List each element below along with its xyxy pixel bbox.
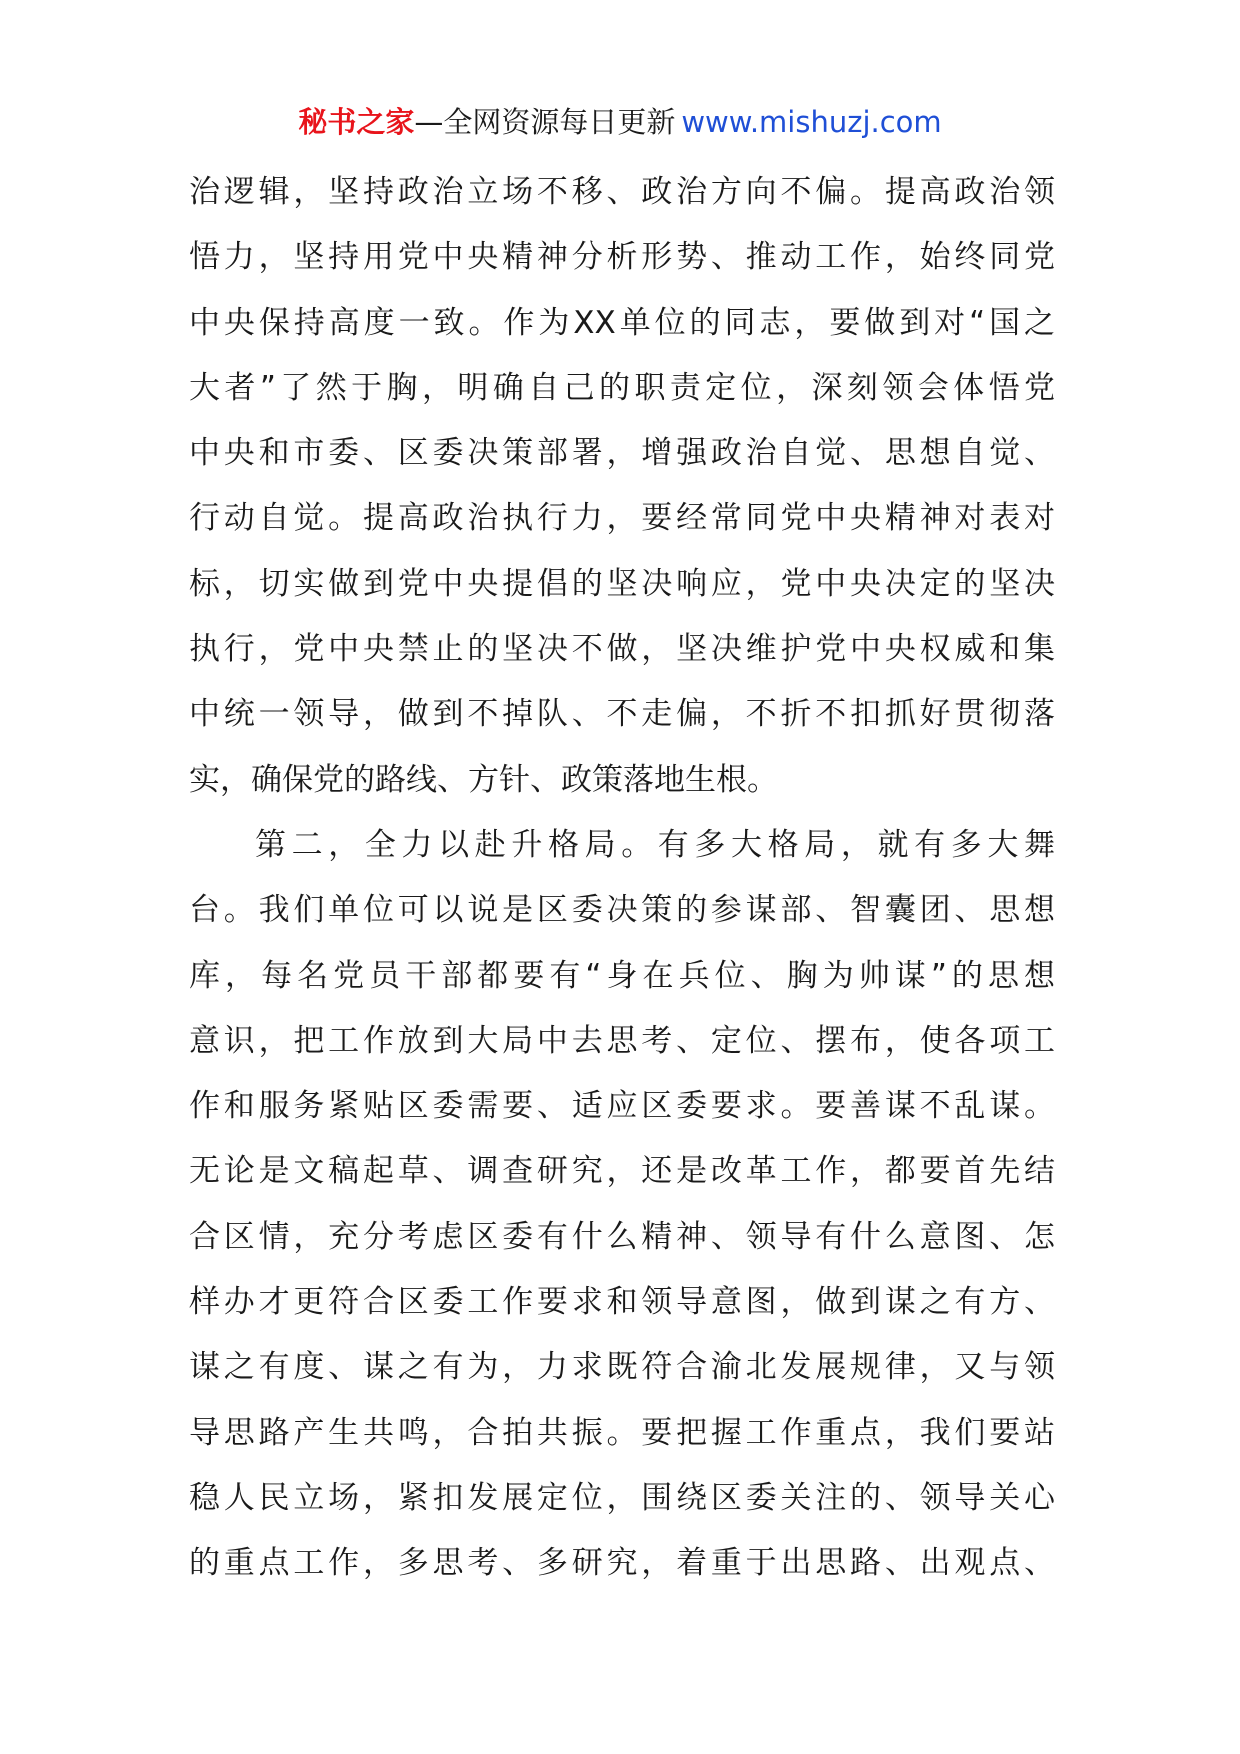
text-line: 稳人民立场，紧扣发展定位，围绕区委关注的、领导关心 [189, 1479, 1055, 1516]
document-body [189, 160, 1055, 1597]
text-line: 作和服务紧贴区委需要、适应区委要求。要善谋不乱谋。 [189, 1088, 1055, 1125]
text-line: 中央保持高度一致。作为XX单位的同志，要做到对“国之 [189, 304, 1055, 341]
page-header [0, 100, 1240, 144]
paragraph-heading-line: 第二，全力以赴升格局。有多大格局，就有多大舞 [255, 826, 1055, 863]
header-tagline: —全网资源每日更新 [414, 105, 676, 139]
text-line: 导思路产生共鸣，合拍共振。要把握工作重点，我们要站 [189, 1414, 1055, 1451]
text-line: 样办才更符合区委工作要求和领导意图，做到谋之有方、 [189, 1284, 1055, 1321]
brand-name: 秘书之家 [298, 105, 415, 139]
text-line: 执行，党中央禁止的坚决不做，坚决维护党中央权威和集 [189, 631, 1055, 668]
text-line: 标，切实做到党中央提倡的坚决响应，党中央决定的坚决 [189, 565, 1055, 602]
text-line: 中央和市委、区委决策部署，增强政治自觉、思想自觉、 [189, 435, 1055, 472]
text-line: 库，每名党员干部都要有“身在兵位、胸为帅谋”的思想 [189, 957, 1055, 994]
text-line: 行动自觉。提高政治执行力，要经常同党中央精神对表对 [189, 500, 1055, 537]
text-line: 实，确保党的路线、方针、政策落地生根。 [189, 761, 778, 798]
text-line: 悟力，坚持用党中央精神分析形势、推动工作，始终同党 [189, 239, 1055, 276]
text-line: 合区情，充分考虑区委有什么精神、领导有什么意图、怎 [189, 1218, 1055, 1255]
text-line: 台。我们单位可以说是区委决策的参谋部、智囊团、思想 [189, 892, 1055, 929]
text-line: 大者”了然于胸，明确自己的职责定位，深刻领会体悟党 [189, 369, 1055, 406]
text-line: 中统一领导，做到不掉队、不走偏，不折不扣抓好贯彻落 [189, 696, 1055, 733]
text-line: 无论是文稿起草、调查研究，还是改革工作，都要首先结 [189, 1153, 1055, 1190]
text-line: 意识，把工作放到大局中去思考、定位、摆布，使各项工 [189, 1022, 1055, 1059]
text-line: 的重点工作，多思考、多研究，着重于出思路、出观点、 [189, 1545, 1055, 1582]
text-line: 治逻辑，坚持政治立场不移、政治方向不偏。提高政治领 [189, 174, 1055, 210]
site-url-link[interactable]: www.mishuzj.com [681, 105, 942, 139]
text-line: 谋之有度、谋之有为，力求既符合渝北发展规律，又与领 [189, 1349, 1055, 1386]
